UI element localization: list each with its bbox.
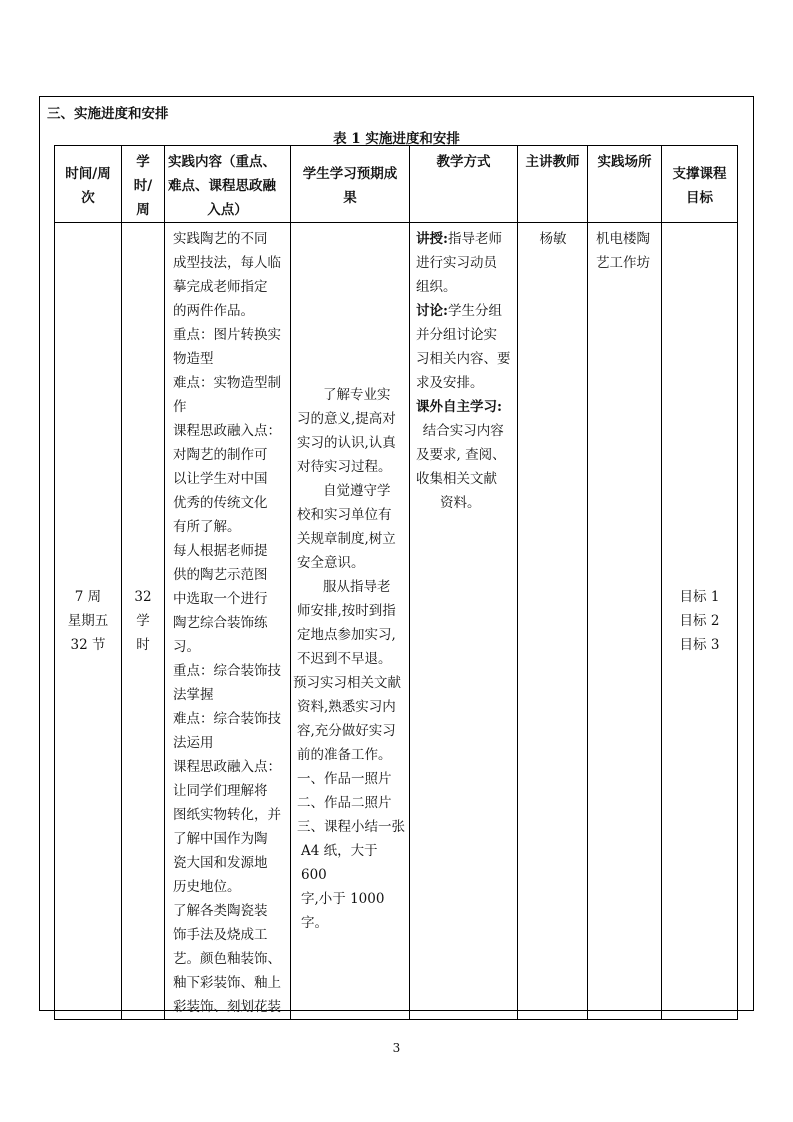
content-line: 供的陶艺示范图 <box>173 567 268 583</box>
outcome-line: 自觉遵守学 <box>323 483 391 499</box>
method-line: 并分组讨论实 <box>416 327 497 343</box>
content-line: 有所了解。 <box>173 519 241 535</box>
time-line: 7 周 <box>74 589 102 605</box>
outcome-line: 实习的认识,认真 <box>297 435 396 451</box>
header-method-text: 教学方式 <box>436 154 491 170</box>
content-line: 釉下彩装饰、釉上 <box>173 975 281 991</box>
cell-outcome <box>291 223 410 1020</box>
content-line: 难点：综合装饰技 <box>173 711 281 727</box>
method-line: 指导老师 <box>447 231 502 247</box>
header-hours-line: 学 <box>136 154 150 170</box>
content-line: 摹完成老师指定 <box>173 279 268 295</box>
outcome-line: 定地点参加实习, <box>297 627 396 643</box>
outcome-line: 预习实习相关文献 <box>293 675 401 691</box>
outcome-line: 了解专业实 <box>323 387 391 403</box>
content-line: 重点：图片转换实 <box>173 327 281 343</box>
header-time-line: 时间/周 <box>65 166 111 182</box>
outcome-line: 字,小于 1000 字。 <box>301 891 385 931</box>
hours-line: 时 <box>136 637 150 653</box>
content-line: 重点：综合装饰技 <box>173 663 281 679</box>
section-title: 三、实施进度和安排 <box>47 106 169 122</box>
time-line: 32 节 <box>70 637 106 653</box>
schedule-table <box>54 145 738 1020</box>
content-line: 图纸实物转化，并 <box>173 807 281 823</box>
method-line: 求及安排。 <box>416 375 484 391</box>
outcome-line: 关规章制度,树立 <box>297 531 396 547</box>
goal-item: 目标 2 <box>679 613 720 629</box>
content-text <box>165 223 290 1019</box>
method-self-label: 课外自主学习: <box>416 399 502 415</box>
header-content-line: 实践内容（重点、 <box>168 154 276 170</box>
method-line: 收集相关文献 <box>416 471 497 487</box>
table-row <box>55 223 738 1020</box>
hours-line: 学 <box>136 613 150 629</box>
outcome-line: A4 纸，大于 600 <box>301 843 378 883</box>
header-outcome-line: 学生学习预期成 <box>302 166 398 182</box>
content-line: 实践陶艺的不同 <box>173 231 268 247</box>
header-outcome-line: 果 <box>343 190 357 206</box>
content-line: 以让学生对中国 <box>173 471 268 487</box>
header-row <box>55 146 738 223</box>
cell-time <box>55 223 122 1020</box>
outcome-line: 容,充分做好实习 <box>297 723 396 739</box>
content-line: 饰手法及烧成工 <box>173 927 268 943</box>
content-line: 课程思政融入点： <box>173 423 281 439</box>
content-line: 历史地位。 <box>173 879 241 895</box>
content-line: 瓷大国和发源地 <box>173 855 268 871</box>
content-line: 对陶艺的制作可 <box>173 447 268 463</box>
method-lecture-label: 讲授: <box>416 231 448 247</box>
outcome-line: 不迟到不早退。 <box>297 651 392 667</box>
outcome-line: 服从指导老 <box>323 579 391 595</box>
header-goal-line: 目标 <box>686 190 713 206</box>
outcome-line: 对待实习过程。 <box>297 459 392 475</box>
header-goal-line: 支撑课程 <box>672 166 727 182</box>
cell-method <box>410 223 518 1020</box>
method-line: 组织。 <box>416 279 457 295</box>
header-time-line: 次 <box>81 190 95 206</box>
header-outcome <box>291 146 410 223</box>
header-hours <box>122 146 165 223</box>
method-line: 进行实习动员 <box>416 255 497 271</box>
outcome-line: 资料,熟悉实习内 <box>297 699 396 715</box>
header-teacher <box>518 146 588 223</box>
method-line: 习相关内容、要 <box>416 351 511 367</box>
cell-goal <box>662 223 738 1020</box>
content-line: 作 <box>173 399 187 415</box>
goal-item: 目标 3 <box>679 637 720 653</box>
method-text <box>410 223 517 515</box>
content-line: 法运用 <box>173 735 214 751</box>
outcome-line: 师安排,按时到指 <box>297 603 396 619</box>
outcome-line: 习的意义,提高对 <box>297 411 396 427</box>
cell-content <box>165 223 291 1020</box>
content-line: 艺。颜色釉装饰、 <box>173 951 281 967</box>
content-line: 让同学们理解将 <box>173 783 268 799</box>
method-line: 学生分组 <box>447 303 502 319</box>
header-method <box>410 146 518 223</box>
content-line: 习。 <box>173 639 200 655</box>
content-line: 陶艺综合装饰练 <box>173 615 268 631</box>
content-line: 了解中国作为陶 <box>173 831 268 847</box>
header-place-text: 实践场所 <box>597 154 652 170</box>
page-number: 3 <box>392 1041 401 1055</box>
header-goal <box>662 146 738 223</box>
table-caption: 表 1 实施进度和安排 <box>333 131 460 147</box>
outcome-text <box>291 223 409 935</box>
header-hours-line: 周 <box>136 202 150 218</box>
cell-place <box>588 223 662 1020</box>
header-hours-line: 时/ <box>133 178 153 194</box>
outcome-line: 前的准备工作。 <box>297 747 392 763</box>
method-line: 及要求, 查阅、 <box>416 447 506 463</box>
outcome-line: 二、作品二照片 <box>297 795 392 811</box>
outcome-line: 三、课程小结一张 <box>297 819 405 835</box>
cell-hours <box>122 223 165 1020</box>
header-teacher-text: 主讲教师 <box>525 154 580 170</box>
hours-line: 32 <box>134 589 152 605</box>
place-line: 机电楼陶 <box>596 231 650 247</box>
goal-item: 目标 1 <box>679 589 720 605</box>
content-line: 成型技法，每人临 <box>173 255 281 271</box>
teacher-name: 杨敏 <box>539 231 567 247</box>
header-content-line: 难点、课程思政融 <box>168 178 276 194</box>
content-line: 的两件作品。 <box>173 303 254 319</box>
method-discuss-label: 讨论: <box>416 303 448 319</box>
content-line: 了解各类陶瓷装 <box>173 903 268 919</box>
content-line: 中选取一个进行 <box>173 591 268 607</box>
content-line: 优秀的传统文化 <box>173 495 268 511</box>
content-line: 物造型 <box>173 351 214 367</box>
header-content-line: 入点） <box>207 202 248 218</box>
method-line: 结合实习内容 <box>422 423 504 439</box>
header-time <box>55 146 122 223</box>
cell-teacher <box>518 223 588 1020</box>
outcome-line: 一、作品一照片 <box>297 771 392 787</box>
content-line: 课程思政融入点： <box>173 759 281 775</box>
method-line: 资料。 <box>440 495 481 511</box>
time-line: 星期五 <box>67 613 109 629</box>
document-frame <box>39 96 754 1015</box>
content-line: 难点：实物造型制 <box>173 375 281 391</box>
content-line: 彩装饰、刻划花装 <box>173 999 281 1015</box>
outcome-line: 安全意识。 <box>297 555 365 571</box>
outcome-line: 校和实习单位有 <box>297 507 392 523</box>
header-place <box>588 146 662 223</box>
content-line: 法掌握 <box>173 687 214 703</box>
header-content <box>165 146 291 223</box>
content-line: 每人根据老师提 <box>173 543 268 559</box>
place-line: 艺工作坊 <box>596 255 650 271</box>
